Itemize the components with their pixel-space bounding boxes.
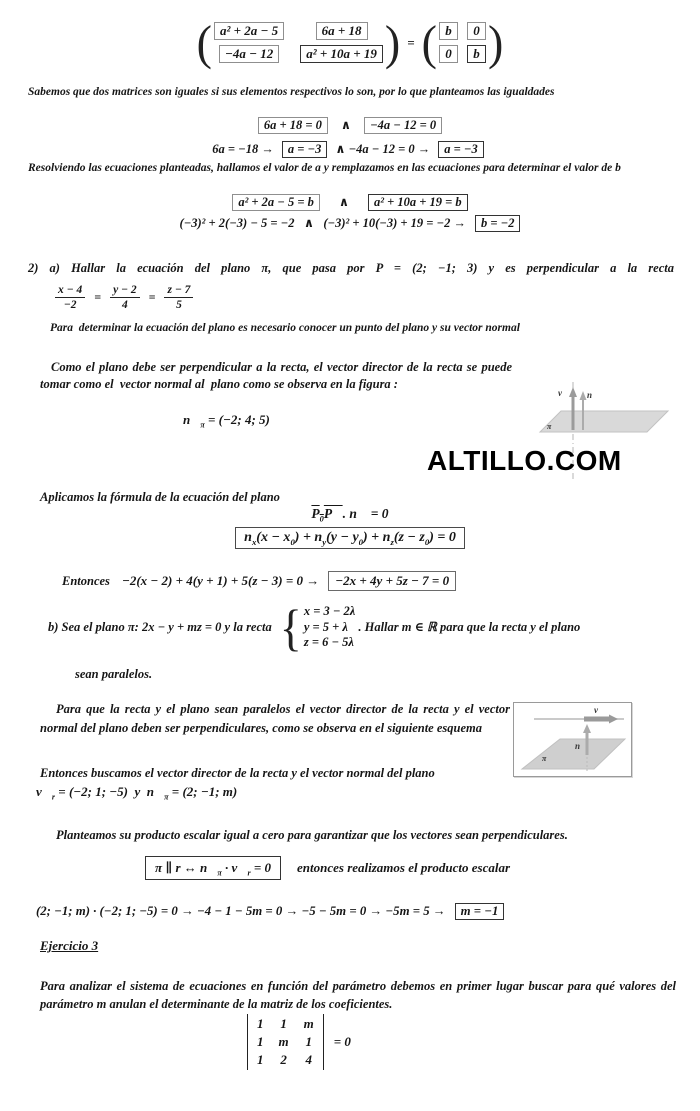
det-cell: 1 <box>257 1016 264 1031</box>
matrix-cell-21: −4a − 12 <box>219 45 279 63</box>
and-symbol: ∧ <box>338 195 350 209</box>
boxed-result-m: m = −1 <box>455 903 505 920</box>
p0p-overline: $P_0P⃗$ <box>311 506 343 524</box>
matrix-cell-b12: 0 <box>467 22 486 40</box>
perpendicular-condition-row <box>145 856 510 880</box>
left-paren: ( <box>196 15 212 70</box>
paragraph-como-el-plano: Como el plano debe ser perpendicular a la recta, el vector director de la recta se puede tomar como el vector normal al plano como se observa en la figura : <box>40 360 512 391</box>
boxed-condition: π ∥ r ↔ $n⃗_\pi$ · $v⃗_r = 0$ <box>145 856 281 880</box>
left-paren: ( <box>421 15 437 70</box>
matrix-cell-b21: 0 <box>439 45 458 63</box>
scalar-product-equation <box>36 902 504 920</box>
det-cell: 1 <box>257 1034 264 1049</box>
matrix-cell-b11: b <box>439 22 458 40</box>
determinant-equation <box>247 1014 351 1070</box>
p0p-dot-n-equation: $P_0P⃗$. n⃗ = 0 <box>311 506 389 524</box>
matrix-cell-11: a² + 2a − 5 <box>214 22 284 40</box>
vector-n-arrowhead <box>583 724 591 733</box>
det-cell: m <box>303 1016 314 1031</box>
plane-pi-label: π <box>542 754 547 763</box>
matrix-equation-row <box>196 15 504 70</box>
det-cell: 1 <box>280 1016 287 1031</box>
paragraph-aplicamos-formula: Aplicamos la fórmula de la ecuación del plano <box>40 490 280 504</box>
vector-n-label: n⃗ <box>575 741 588 751</box>
paragraph-resolviendo: Resolviendo las ecuaciones planteadas, hallamos el valor de a y remplazamos en las ecuaciones para determinar el valor de b <box>28 162 621 174</box>
boxed-result-b: b = −2 <box>475 215 520 232</box>
heading-2b <box>48 598 581 656</box>
right-paren: ) <box>384 15 401 70</box>
symmetric-line-equation <box>55 284 193 311</box>
and-symbol: ∧ <box>340 118 352 132</box>
entonces-body: −2(x − 2) + 4(y + 1) + 5(z − 3) = 0 → <box>121 573 320 588</box>
2b-lead-text: b) Sea el plano π: 2x − y + mz = 0 y la recta <box>48 619 272 634</box>
plane-parallelogram <box>522 739 625 769</box>
equation-line-1 <box>0 116 700 134</box>
equals-sign: = <box>148 290 156 304</box>
2b-tail-text: . Hallar m ∈ ℝ para que la recta y el plano <box>358 620 581 635</box>
vector-v-label: v⃗ <box>558 388 569 398</box>
equation-line-2 <box>0 140 700 158</box>
determinant-matrix <box>247 1014 324 1070</box>
entonces-plane-equation <box>62 571 456 591</box>
matrix-cell-22: a² + 10a + 19 <box>300 45 383 63</box>
boxed-plane-result: −2x + 4y + 5z − 7 = 0 <box>328 571 456 591</box>
right-paren: ) <box>487 15 504 70</box>
boxed-eq-4a12: −4a − 12 = 0 <box>364 117 442 134</box>
det-cell: 4 <box>305 1052 312 1067</box>
2b-sean-paralelos: sean paralelos. <box>75 667 153 681</box>
matrix-cell-b22: b <box>467 45 486 63</box>
det-equals-zero: = 0 <box>333 1034 351 1049</box>
boxed-eq-a10b: a² + 10a + 19 = b <box>368 194 468 211</box>
eq2-mid: ∧ −4a − 12 = 0 → <box>335 142 431 156</box>
vector-n-label: n⃗ <box>587 390 600 400</box>
plane-formula-box: $n_x(x - x_0) + n_y(y - y_0) + n_z(z - z_0) = 0$ <box>235 527 465 549</box>
det-cell: m <box>278 1034 289 1049</box>
normal-vector-equation: $n⃗_\pi = (-2$; 4; 5) <box>183 412 270 430</box>
paragraph-entonces-buscamos: Entonces buscamos el vector director de la recta y el vector normal del plano <box>40 766 435 780</box>
vector-v-label: v⃗ <box>594 705 605 715</box>
fraction-z: $\frac{z - 7}{5}$ <box>164 284 193 311</box>
paragraph-matrices-iguales: Sabemos que dos matrices son iguales si sus elementos respectivos lo son, por lo que planteamos las igualdades <box>28 86 555 98</box>
plane-pi-label: π <box>547 422 552 431</box>
paragraph-para-analizar: Para analizar el sistema de ecuaciones en función del parámetro debemos en primer lugar buscar para qué valores del parámetro m anulan el determinante de la matriz de los coeficientes. <box>40 979 676 1011</box>
det-cell: 2 <box>280 1052 287 1067</box>
paragraph-planteamos-producto: Planteamos su producto escalar igual a cero para garantizar que los vectores sean perpendiculares. <box>56 828 568 842</box>
matrix-cell-12: 6a + 18 <box>316 22 368 40</box>
vector-v-arrowhead <box>569 387 577 397</box>
det-cell: 1 <box>305 1034 312 1049</box>
system-line-x: x = 3 − 2λ <box>303 604 356 618</box>
fraction-x: $\frac{x - 4}{-2}$ <box>55 284 85 311</box>
det-cell: 1 <box>257 1052 264 1067</box>
paragraph-para-determinar: Para determinar la ecuación del plano es necesario conocer un punto del plano y su vector normal <box>50 322 520 334</box>
condition-after-text: entonces realizamos el producto escalar <box>297 860 511 875</box>
ejercicio-3-title: Ejercicio 3 <box>40 938 99 953</box>
figure-line-parallel-plane <box>513 702 632 777</box>
heading-2a: 2) a) Hallar la ecuación del plano π, que pasa por P = (2; −1; 3) y es perpendicular a la recta <box>28 261 674 275</box>
entonces-label: Entonces <box>62 574 110 588</box>
boxed-eq-a2b: a² + 2a − 5 = b <box>232 194 320 211</box>
eq2-lhs: 6a = −18 → <box>212 142 274 156</box>
plane-formula-row <box>0 527 700 549</box>
system-line-y: y = 5 + λ <box>303 619 348 634</box>
vector-n-arrowhead <box>580 391 587 400</box>
boxed-result-a2: a = −3 <box>438 141 483 158</box>
boxed-result-a: a = −3 <box>282 141 327 158</box>
coefficient-matrix <box>214 22 383 63</box>
plane-parallelogram <box>540 411 668 432</box>
boxed-eq-6a18: 6a + 18 = 0 <box>258 117 328 134</box>
equals-sign: = <box>407 34 415 50</box>
altillo-watermark: ALTILLO.COM <box>427 445 622 476</box>
eq4-body: (−3)² + 2(−3) − 5 = −2 ∧ (−3)² + 10(−3) + 19 = −2 → <box>179 216 466 230</box>
matrix-equation <box>0 15 700 70</box>
system-brace: { <box>279 598 302 656</box>
paragraph-para-que-la-recta: Para que la recta y el plano sean paralelos el vector director de la recta y el vector normal del plano deben ser perpendiculares, como se observa en el siguiente esquema <box>40 702 510 735</box>
fraction-y: $\frac{y - 2}{4}$ <box>110 284 140 311</box>
director-normal-vectors-equation: $v⃗_r = (-2$; 1; −5) y $n⃗_\pi = (2$; −1; m) <box>36 784 238 802</box>
system-line-z: z = 6 − 5λ <box>303 635 354 649</box>
equation-line-4 <box>0 214 700 232</box>
result-matrix <box>439 22 486 63</box>
equals-sign: = <box>94 290 102 304</box>
product-body: (2; −1; m) · (−2; 1; −5) = 0 → −4 − 1 − 5m = 0 → −5 − 5m = 0 → −5m = 5 → <box>36 904 446 918</box>
equation-line-3 <box>0 193 700 211</box>
parametric-system <box>304 604 356 651</box>
vector-v-arrowhead <box>609 715 618 724</box>
